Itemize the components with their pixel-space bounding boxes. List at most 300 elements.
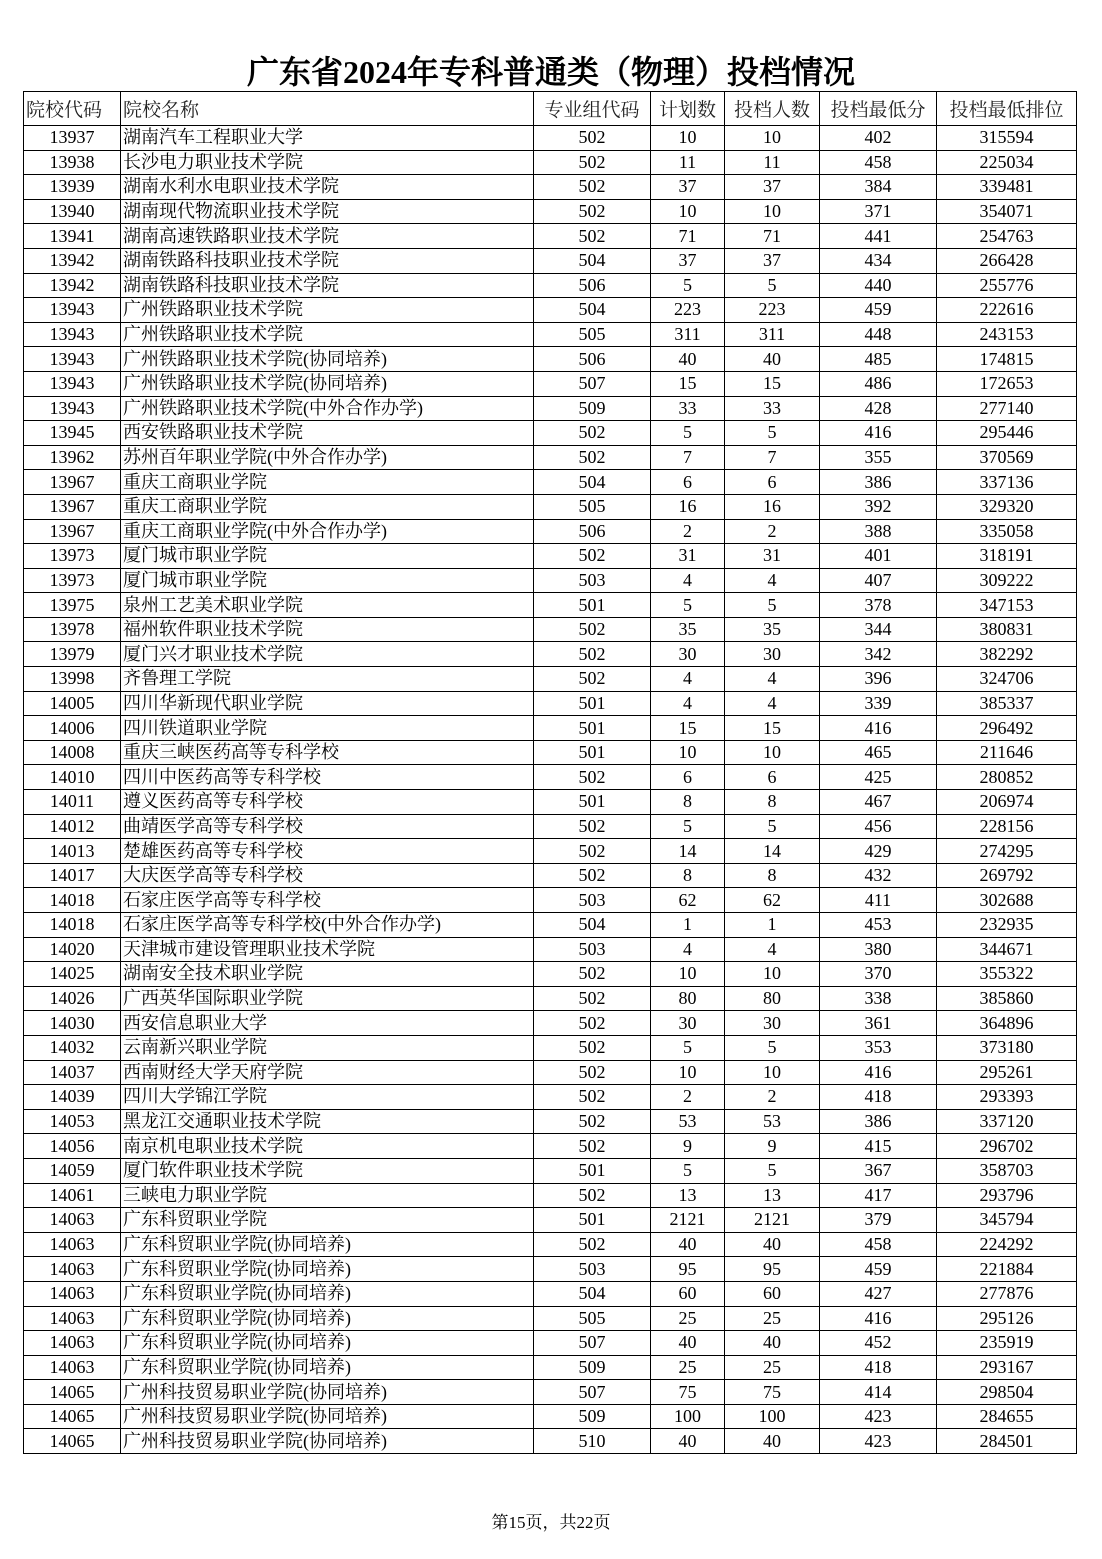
table-row xyxy=(24,494,1077,519)
cell-school-name: 广东科贸职业学院(协同培养) xyxy=(121,1257,534,1282)
cell-school-name: 南京机电职业技术学院 xyxy=(121,1134,534,1159)
cell-school-code: 13973 xyxy=(24,544,121,569)
cell-admitted-count: 75 xyxy=(725,1380,820,1405)
cell-group-code: 502 xyxy=(534,175,651,200)
cell-min-score: 411 xyxy=(820,888,937,913)
cell-admitted-count: 40 xyxy=(725,1331,820,1356)
cell-admitted-count: 5 xyxy=(725,273,820,298)
cell-school-code: 14063 xyxy=(24,1331,121,1356)
cell-min-rank: 337136 xyxy=(937,470,1077,495)
table-row xyxy=(24,298,1077,323)
table-row xyxy=(24,421,1077,446)
cell-plan-count: 4 xyxy=(651,568,725,593)
cell-admitted-count: 8 xyxy=(725,863,820,888)
table-row xyxy=(24,740,1077,765)
cell-school-name: 楚雄医药高等专科学校 xyxy=(121,839,534,864)
cell-school-name: 广州铁路职业技术学院 xyxy=(121,298,534,323)
cell-group-code: 509 xyxy=(534,1355,651,1380)
cell-admitted-count: 7 xyxy=(725,445,820,470)
cell-admitted-count: 25 xyxy=(725,1355,820,1380)
table-row xyxy=(24,519,1077,544)
cell-plan-count: 25 xyxy=(651,1355,725,1380)
cell-plan-count: 5 xyxy=(651,814,725,839)
cell-school-name: 西安铁路职业技术学院 xyxy=(121,421,534,446)
cell-min-score: 386 xyxy=(820,1109,937,1134)
cell-plan-count: 5 xyxy=(651,1158,725,1183)
cell-min-rank: 354071 xyxy=(937,199,1077,224)
cell-school-code: 13943 xyxy=(24,396,121,421)
cell-school-name: 黑龙江交通职业技术学院 xyxy=(121,1109,534,1134)
cell-min-rank: 277876 xyxy=(937,1281,1077,1306)
cell-min-rank: 280852 xyxy=(937,765,1077,790)
cell-plan-count: 62 xyxy=(651,888,725,913)
cell-min-score: 416 xyxy=(820,421,937,446)
cell-min-rank: 172653 xyxy=(937,371,1077,396)
cell-group-code: 503 xyxy=(534,1257,651,1282)
table-row xyxy=(24,593,1077,618)
cell-min-rank: 225034 xyxy=(937,150,1077,175)
cell-plan-count: 37 xyxy=(651,248,725,273)
cell-admitted-count: 80 xyxy=(725,986,820,1011)
table-row xyxy=(24,445,1077,470)
cell-plan-count: 30 xyxy=(651,642,725,667)
cell-admitted-count: 5 xyxy=(725,421,820,446)
cell-school-name: 齐鲁理工学院 xyxy=(121,667,534,692)
cell-plan-count: 71 xyxy=(651,224,725,249)
cell-plan-count: 33 xyxy=(651,396,725,421)
table-row xyxy=(24,126,1077,151)
cell-min-rank: 266428 xyxy=(937,248,1077,273)
cell-plan-count: 30 xyxy=(651,1011,725,1036)
table-row xyxy=(24,150,1077,175)
cell-school-name: 广东科贸职业学院(协同培养) xyxy=(121,1306,534,1331)
table-row xyxy=(24,371,1077,396)
cell-min-score: 378 xyxy=(820,593,937,618)
cell-min-rank: 302688 xyxy=(937,888,1077,913)
cell-min-score: 379 xyxy=(820,1208,937,1233)
cell-school-code: 14018 xyxy=(24,913,121,938)
cell-school-code: 14013 xyxy=(24,839,121,864)
cell-school-name: 广州铁路职业技术学院(协同培养) xyxy=(121,371,534,396)
cell-school-name: 广西英华国际职业学院 xyxy=(121,986,534,1011)
cell-min-score: 353 xyxy=(820,1035,937,1060)
table-row xyxy=(24,839,1077,864)
cell-school-code: 13943 xyxy=(24,347,121,372)
cell-min-rank: 274295 xyxy=(937,839,1077,864)
cell-min-score: 386 xyxy=(820,470,937,495)
cell-school-name: 四川中医药高等专科学校 xyxy=(121,765,534,790)
cell-group-code: 504 xyxy=(534,298,651,323)
cell-school-code: 14032 xyxy=(24,1035,121,1060)
table-row xyxy=(24,667,1077,692)
cell-plan-count: 6 xyxy=(651,765,725,790)
cell-min-rank: 296492 xyxy=(937,716,1077,741)
table-row xyxy=(24,396,1077,421)
cell-group-code: 501 xyxy=(534,790,651,815)
cell-school-code: 14020 xyxy=(24,937,121,962)
cell-school-name: 广东科贸职业学院(协同培养) xyxy=(121,1281,534,1306)
cell-admitted-count: 223 xyxy=(725,298,820,323)
cell-admitted-count: 30 xyxy=(725,1011,820,1036)
cell-admitted-count: 10 xyxy=(725,1060,820,1085)
cell-plan-count: 10 xyxy=(651,1060,725,1085)
cell-school-code: 13967 xyxy=(24,519,121,544)
cell-min-score: 427 xyxy=(820,1281,937,1306)
cell-min-score: 486 xyxy=(820,371,937,396)
cell-group-code: 506 xyxy=(534,519,651,544)
cell-min-rank: 355322 xyxy=(937,962,1077,987)
cell-school-code: 14065 xyxy=(24,1404,121,1429)
cell-min-score: 453 xyxy=(820,913,937,938)
cell-school-code: 13973 xyxy=(24,568,121,593)
cell-school-name: 泉州工艺美术职业学院 xyxy=(121,593,534,618)
cell-group-code: 502 xyxy=(534,839,651,864)
table-row xyxy=(24,1306,1077,1331)
cell-min-rank: 345794 xyxy=(937,1208,1077,1233)
cell-admitted-count: 5 xyxy=(725,1158,820,1183)
cell-min-score: 423 xyxy=(820,1429,937,1454)
table-row xyxy=(24,937,1077,962)
cell-admitted-count: 37 xyxy=(725,175,820,200)
cell-admitted-count: 10 xyxy=(725,199,820,224)
table-row xyxy=(24,273,1077,298)
cell-school-name: 广州铁路职业技术学院(协同培养) xyxy=(121,347,534,372)
cell-admitted-count: 311 xyxy=(725,322,820,347)
cell-plan-count: 40 xyxy=(651,347,725,372)
cell-min-rank: 324706 xyxy=(937,667,1077,692)
cell-group-code: 502 xyxy=(534,1085,651,1110)
cell-school-code: 14025 xyxy=(24,962,121,987)
table-row xyxy=(24,617,1077,642)
cell-min-score: 414 xyxy=(820,1380,937,1405)
cell-group-code: 502 xyxy=(534,1232,651,1257)
cell-school-name: 湖南铁路科技职业技术学院 xyxy=(121,248,534,273)
cell-min-score: 467 xyxy=(820,790,937,815)
cell-group-code: 502 xyxy=(534,667,651,692)
cell-admitted-count: 6 xyxy=(725,470,820,495)
cell-school-name: 四川大学锦江学院 xyxy=(121,1085,534,1110)
cell-admitted-count: 2121 xyxy=(725,1208,820,1233)
cell-school-name: 西安信息职业大学 xyxy=(121,1011,534,1036)
cell-group-code: 502 xyxy=(534,962,651,987)
table-row xyxy=(24,248,1077,273)
cell-school-code: 13967 xyxy=(24,494,121,519)
cell-min-rank: 373180 xyxy=(937,1035,1077,1060)
cell-min-rank: 335058 xyxy=(937,519,1077,544)
cell-admitted-count: 15 xyxy=(725,371,820,396)
cell-plan-count: 14 xyxy=(651,839,725,864)
cell-min-score: 361 xyxy=(820,1011,937,1036)
cell-plan-count: 95 xyxy=(651,1257,725,1282)
cell-min-score: 367 xyxy=(820,1158,937,1183)
cell-group-code: 502 xyxy=(534,1183,651,1208)
cell-min-score: 458 xyxy=(820,1232,937,1257)
cell-admitted-count: 4 xyxy=(725,691,820,716)
table-row xyxy=(24,1232,1077,1257)
cell-min-score: 371 xyxy=(820,199,937,224)
cell-admitted-count: 5 xyxy=(725,814,820,839)
table-row xyxy=(24,790,1077,815)
cell-min-score: 339 xyxy=(820,691,937,716)
cell-plan-count: 10 xyxy=(651,740,725,765)
table-row xyxy=(24,1281,1077,1306)
cell-school-code: 13967 xyxy=(24,470,121,495)
cell-plan-count: 75 xyxy=(651,1380,725,1405)
cell-min-rank: 224292 xyxy=(937,1232,1077,1257)
cell-group-code: 502 xyxy=(534,1035,651,1060)
cell-group-code: 510 xyxy=(534,1429,651,1454)
cell-min-score: 416 xyxy=(820,716,937,741)
table-row xyxy=(24,765,1077,790)
table-row xyxy=(24,470,1077,495)
table-row xyxy=(24,1109,1077,1134)
cell-group-code: 502 xyxy=(534,814,651,839)
cell-admitted-count: 60 xyxy=(725,1281,820,1306)
cell-school-code: 14039 xyxy=(24,1085,121,1110)
cell-group-code: 503 xyxy=(534,888,651,913)
cell-admitted-count: 14 xyxy=(725,839,820,864)
cell-min-rank: 228156 xyxy=(937,814,1077,839)
cell-school-code: 14063 xyxy=(24,1306,121,1331)
cell-school-code: 13942 xyxy=(24,273,121,298)
cell-group-code: 504 xyxy=(534,248,651,273)
cell-min-score: 485 xyxy=(820,347,937,372)
cell-admitted-count: 4 xyxy=(725,667,820,692)
cell-plan-count: 8 xyxy=(651,790,725,815)
cell-school-name: 云南新兴职业学院 xyxy=(121,1035,534,1060)
cell-school-name: 广东科贸职业学院(协同培养) xyxy=(121,1331,534,1356)
cell-group-code: 501 xyxy=(534,691,651,716)
cell-min-rank: 309222 xyxy=(937,568,1077,593)
cell-group-code: 507 xyxy=(534,371,651,396)
cell-school-name: 厦门软件职业技术学院 xyxy=(121,1158,534,1183)
cell-school-name: 湖南铁路科技职业技术学院 xyxy=(121,273,534,298)
cell-admitted-count: 40 xyxy=(725,1429,820,1454)
table-row xyxy=(24,888,1077,913)
cell-group-code: 502 xyxy=(534,765,651,790)
cell-group-code: 502 xyxy=(534,126,651,151)
cell-min-rank: 235919 xyxy=(937,1331,1077,1356)
cell-plan-count: 6 xyxy=(651,470,725,495)
cell-plan-count: 40 xyxy=(651,1429,725,1454)
cell-school-code: 14063 xyxy=(24,1281,121,1306)
cell-plan-count: 80 xyxy=(651,986,725,1011)
cell-plan-count: 37 xyxy=(651,175,725,200)
table-row xyxy=(24,1158,1077,1183)
cell-plan-count: 53 xyxy=(651,1109,725,1134)
cell-min-rank: 206974 xyxy=(937,790,1077,815)
cell-admitted-count: 40 xyxy=(725,1232,820,1257)
table-row xyxy=(24,175,1077,200)
cell-school-name: 大庆医学高等专科学校 xyxy=(121,863,534,888)
cell-plan-count: 7 xyxy=(651,445,725,470)
cell-group-code: 502 xyxy=(534,199,651,224)
table-row xyxy=(24,1060,1077,1085)
cell-group-code: 501 xyxy=(534,716,651,741)
cell-group-code: 502 xyxy=(534,224,651,249)
cell-min-score: 434 xyxy=(820,248,937,273)
cell-min-rank: 339481 xyxy=(937,175,1077,200)
cell-school-code: 13943 xyxy=(24,371,121,396)
cell-school-code: 13938 xyxy=(24,150,121,175)
cell-group-code: 509 xyxy=(534,1404,651,1429)
cell-admitted-count: 2 xyxy=(725,1085,820,1110)
cell-min-score: 465 xyxy=(820,740,937,765)
cell-min-score: 456 xyxy=(820,814,937,839)
cell-min-rank: 255776 xyxy=(937,273,1077,298)
cell-admitted-count: 30 xyxy=(725,642,820,667)
cell-min-score: 392 xyxy=(820,494,937,519)
cell-school-name: 重庆三峡医药高等专科学校 xyxy=(121,740,534,765)
cell-plan-count: 5 xyxy=(651,1035,725,1060)
cell-min-score: 418 xyxy=(820,1355,937,1380)
cell-school-name: 湖南汽车工程职业大学 xyxy=(121,126,534,151)
cell-school-code: 13978 xyxy=(24,617,121,642)
cell-school-code: 14063 xyxy=(24,1257,121,1282)
cell-school-code: 13943 xyxy=(24,322,121,347)
cell-min-rank: 293393 xyxy=(937,1085,1077,1110)
table-row xyxy=(24,322,1077,347)
cell-min-score: 418 xyxy=(820,1085,937,1110)
cell-school-code: 13979 xyxy=(24,642,121,667)
cell-school-code: 14030 xyxy=(24,1011,121,1036)
cell-min-rank: 315594 xyxy=(937,126,1077,151)
cell-group-code: 501 xyxy=(534,1158,651,1183)
cell-plan-count: 10 xyxy=(651,962,725,987)
admission-table xyxy=(23,91,1077,1454)
cell-min-rank: 293167 xyxy=(937,1355,1077,1380)
cell-plan-count: 35 xyxy=(651,617,725,642)
cell-admitted-count: 11 xyxy=(725,150,820,175)
table-header-row xyxy=(24,92,1077,126)
cell-school-code: 14018 xyxy=(24,888,121,913)
table-row xyxy=(24,814,1077,839)
cell-school-name: 天津城市建设管理职业技术学院 xyxy=(121,937,534,962)
cell-school-code: 14010 xyxy=(24,765,121,790)
table-row xyxy=(24,544,1077,569)
table-row xyxy=(24,1429,1077,1454)
cell-plan-count: 4 xyxy=(651,667,725,692)
cell-group-code: 502 xyxy=(534,150,651,175)
cell-school-code: 14008 xyxy=(24,740,121,765)
cell-plan-count: 2 xyxy=(651,519,725,544)
cell-min-rank: 358703 xyxy=(937,1158,1077,1183)
cell-plan-count: 15 xyxy=(651,371,725,396)
cell-school-code: 13942 xyxy=(24,248,121,273)
cell-school-name: 湖南现代物流职业技术学院 xyxy=(121,199,534,224)
cell-group-code: 509 xyxy=(534,396,651,421)
cell-group-code: 502 xyxy=(534,1134,651,1159)
cell-min-score: 428 xyxy=(820,396,937,421)
cell-min-score: 342 xyxy=(820,642,937,667)
header-school-code: 院校代码 xyxy=(24,92,121,126)
cell-school-name: 湖南高速铁路职业技术学院 xyxy=(121,224,534,249)
cell-min-rank: 370569 xyxy=(937,445,1077,470)
cell-school-name: 广州铁路职业技术学院 xyxy=(121,322,534,347)
cell-plan-count: 25 xyxy=(651,1306,725,1331)
cell-plan-count: 31 xyxy=(651,544,725,569)
table-row xyxy=(24,691,1077,716)
cell-group-code: 506 xyxy=(534,347,651,372)
cell-school-name: 石家庄医学高等专科学校(中外合作办学) xyxy=(121,913,534,938)
cell-school-code: 13943 xyxy=(24,298,121,323)
cell-school-name: 福州软件职业技术学院 xyxy=(121,617,534,642)
cell-plan-count: 2121 xyxy=(651,1208,725,1233)
table-row xyxy=(24,642,1077,667)
cell-min-rank: 269792 xyxy=(937,863,1077,888)
cell-min-score: 459 xyxy=(820,298,937,323)
cell-school-code: 13945 xyxy=(24,421,121,446)
cell-school-name: 三峡电力职业学院 xyxy=(121,1183,534,1208)
cell-min-rank: 385860 xyxy=(937,986,1077,1011)
table-row xyxy=(24,347,1077,372)
cell-plan-count: 11 xyxy=(651,150,725,175)
cell-admitted-count: 9 xyxy=(725,1134,820,1159)
cell-min-rank: 344671 xyxy=(937,937,1077,962)
cell-plan-count: 2 xyxy=(651,1085,725,1110)
cell-group-code: 502 xyxy=(534,544,651,569)
cell-group-code: 504 xyxy=(534,470,651,495)
table-row xyxy=(24,716,1077,741)
cell-school-name: 四川华新现代职业学院 xyxy=(121,691,534,716)
table-row xyxy=(24,1380,1077,1405)
cell-min-score: 448 xyxy=(820,322,937,347)
cell-min-rank: 232935 xyxy=(937,913,1077,938)
cell-admitted-count: 4 xyxy=(725,937,820,962)
cell-group-code: 502 xyxy=(534,421,651,446)
header-school-name: 院校名称 xyxy=(121,92,534,126)
cell-group-code: 501 xyxy=(534,593,651,618)
cell-min-score: 429 xyxy=(820,839,937,864)
cell-min-score: 402 xyxy=(820,126,937,151)
table-row xyxy=(24,1355,1077,1380)
cell-school-code: 14065 xyxy=(24,1429,121,1454)
cell-plan-count: 311 xyxy=(651,322,725,347)
table-row xyxy=(24,1035,1077,1060)
cell-school-name: 广州科技贸易职业学院(协同培养) xyxy=(121,1429,534,1454)
table-row xyxy=(24,224,1077,249)
cell-min-score: 407 xyxy=(820,568,937,593)
cell-min-score: 396 xyxy=(820,667,937,692)
cell-school-code: 13998 xyxy=(24,667,121,692)
cell-plan-count: 60 xyxy=(651,1281,725,1306)
cell-school-code: 14006 xyxy=(24,716,121,741)
cell-admitted-count: 4 xyxy=(725,568,820,593)
table-row xyxy=(24,986,1077,1011)
cell-plan-count: 4 xyxy=(651,691,725,716)
cell-school-code: 14017 xyxy=(24,863,121,888)
cell-school-code: 14005 xyxy=(24,691,121,716)
table-row xyxy=(24,568,1077,593)
cell-admitted-count: 5 xyxy=(725,593,820,618)
cell-plan-count: 16 xyxy=(651,494,725,519)
cell-school-code: 14011 xyxy=(24,790,121,815)
cell-school-name: 厦门城市职业学院 xyxy=(121,544,534,569)
cell-admitted-count: 71 xyxy=(725,224,820,249)
cell-group-code: 505 xyxy=(534,494,651,519)
cell-min-score: 417 xyxy=(820,1183,937,1208)
cell-min-rank: 254763 xyxy=(937,224,1077,249)
cell-school-name: 重庆工商职业学院 xyxy=(121,494,534,519)
cell-plan-count: 100 xyxy=(651,1404,725,1429)
cell-min-rank: 277140 xyxy=(937,396,1077,421)
cell-admitted-count: 5 xyxy=(725,1035,820,1060)
table-row xyxy=(24,1331,1077,1356)
cell-plan-count: 13 xyxy=(651,1183,725,1208)
cell-group-code: 507 xyxy=(534,1331,651,1356)
cell-min-score: 416 xyxy=(820,1306,937,1331)
cell-min-score: 355 xyxy=(820,445,937,470)
